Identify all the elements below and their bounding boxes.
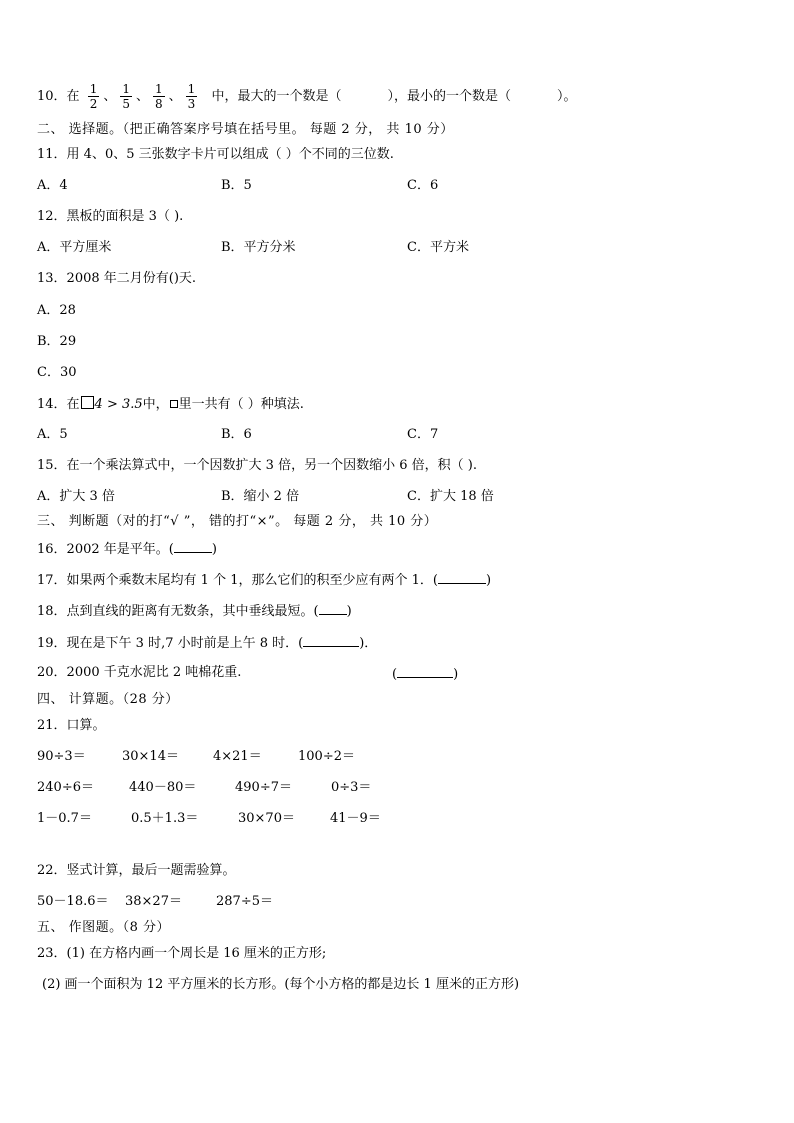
question-12: 12．黑板的面积是 3（ ). xyxy=(37,209,184,224)
section-2-heading: 二、 选择题。（把正确答案序号填在括号里。 每题 2 分， 共 10 分） xyxy=(37,122,454,137)
answer-blank[interactable] xyxy=(319,602,347,615)
q14-option-b[interactable]: B．6 xyxy=(221,427,252,442)
fraction-3: $\frac{1}{8}$ xyxy=(155,82,163,111)
question-17: 17．如果两个乘数末尾均有 1 个 1，那么它们的积至少应有两个 1．( ) xyxy=(37,573,492,588)
oral-calc-item: 30×14＝ xyxy=(122,749,179,764)
section-5-heading: 五、 作图题。（8 分） xyxy=(37,920,171,935)
q14-option-a[interactable]: A．5 xyxy=(37,427,68,442)
oral-calc-item: 0.5＋1.3＝ xyxy=(131,811,199,826)
fraction-4: $\frac{1}{3}$ xyxy=(187,82,196,111)
vertical-calc-item: 50－18.6＝ xyxy=(37,894,109,909)
oral-calc-item: 100÷2＝ xyxy=(298,749,355,764)
empty-box-icon xyxy=(81,396,94,409)
question-22-title: 22．竖式计算，最后一题需验算。 xyxy=(37,863,236,878)
vertical-calc-item: 287÷5＝ xyxy=(216,894,273,909)
q15-option-a[interactable]: A．扩大 3 倍 xyxy=(37,489,115,504)
section-4-heading: 四、 计算题。（28 分） xyxy=(37,692,179,707)
question-20: 20．2000 千克水泥比 2 吨棉花重. xyxy=(37,665,242,680)
q20-answer: ( ) xyxy=(392,667,459,682)
fraction-1: $\frac{1}{2}$ xyxy=(89,82,98,111)
question-10: 10．在 $\frac{1}{2}$ 、 $\frac{1}{5}$ 、 $\frac{1}{8}$ 、 $\frac{1}{3}$ 中，最大的一个数是（ ），最小的一个数是（ ）。 xyxy=(37,82,577,111)
question-11: 11．用 4、0、5 三张数字卡片可以组成（ ）个不同的三位数. xyxy=(37,147,394,162)
question-14: 14．在 4 > 3.5中， 里一共有（ ）种填法. xyxy=(37,397,304,412)
q14-expression: 4 > 3.5 xyxy=(94,397,143,412)
question-21-title: 21．口算。 xyxy=(37,718,106,733)
question-16: 16．2002 年是平年。( ) xyxy=(37,542,217,557)
oral-calc-item: 490÷7＝ xyxy=(235,780,292,795)
answer-blank[interactable] xyxy=(174,540,212,553)
section-3-heading: 三、 判断题（对的打“√ ”， 错的打“×”。 每题 2 分， 共 10 分） xyxy=(37,514,438,529)
vertical-calc-item: 38×27＝ xyxy=(125,894,182,909)
q10-prefix: 10．在 xyxy=(37,89,80,104)
q11-option-b[interactable]: B．5 xyxy=(221,178,252,193)
fraction-2: $\frac{1}{5}$ xyxy=(122,82,130,111)
oral-calc-item: 440－80＝ xyxy=(129,780,197,795)
oral-calc-item: 240÷6＝ xyxy=(37,780,94,795)
answer-blank[interactable] xyxy=(397,665,453,678)
question-15: 15．在一个乘法算式中，一个因数扩大 3 倍，另一个因数缩小 6 倍，积（ ). xyxy=(37,458,477,473)
answer-blank[interactable] xyxy=(303,634,359,647)
q12-option-a[interactable]: A．平方厘米 xyxy=(37,240,112,255)
q10-end: ）。 xyxy=(556,89,577,104)
q10-mid: 中，最大的一个数是（ xyxy=(211,89,342,104)
q13-option-c[interactable]: C．30 xyxy=(37,365,77,380)
question-13: 13．2008 年二月份有()天. xyxy=(37,271,197,286)
oral-calc-item: 41－9＝ xyxy=(330,811,381,826)
q13-option-a[interactable]: A．28 xyxy=(37,303,76,318)
q14-option-c[interactable]: C．7 xyxy=(407,427,439,442)
q10-mid2: ），最小的一个数是（ xyxy=(387,89,511,104)
q12-option-c[interactable]: C．平方米 xyxy=(407,240,469,255)
oral-calc-item: 1－0.7＝ xyxy=(37,811,92,826)
question-19: 19．现在是下午 3 时,7 小时前是上午 8 时．( )． xyxy=(37,636,378,651)
oral-calc-item: 30×70＝ xyxy=(238,811,295,826)
oral-calc-item: 90÷3＝ xyxy=(37,749,86,764)
q15-option-b[interactable]: B．缩小 2 倍 xyxy=(221,489,300,504)
q11-option-c[interactable]: C．6 xyxy=(407,178,439,193)
answer-blank[interactable] xyxy=(438,571,486,584)
q15-option-c[interactable]: C．扩大 18 倍 xyxy=(407,489,494,504)
q12-option-b[interactable]: B．平方分米 xyxy=(221,240,296,255)
oral-calc-item: 4×21＝ xyxy=(213,749,262,764)
question-23-part-2: (2) 画一个面积为 12 平方厘米的长方形。(每个小方格的都是边长 1 厘米的正方形) xyxy=(42,977,520,992)
question-23-part-1: 23．(1) 在方格内画一个周长是 16 厘米的正方形; xyxy=(37,946,327,961)
small-box-icon xyxy=(170,400,178,408)
q13-option-b[interactable]: B．29 xyxy=(37,334,77,349)
q11-option-a[interactable]: A．4 xyxy=(37,178,68,193)
question-18: 18．点到直线的距离有无数条，其中垂线最短。( ) xyxy=(37,604,352,619)
oral-calc-item: 0÷3＝ xyxy=(331,780,372,795)
